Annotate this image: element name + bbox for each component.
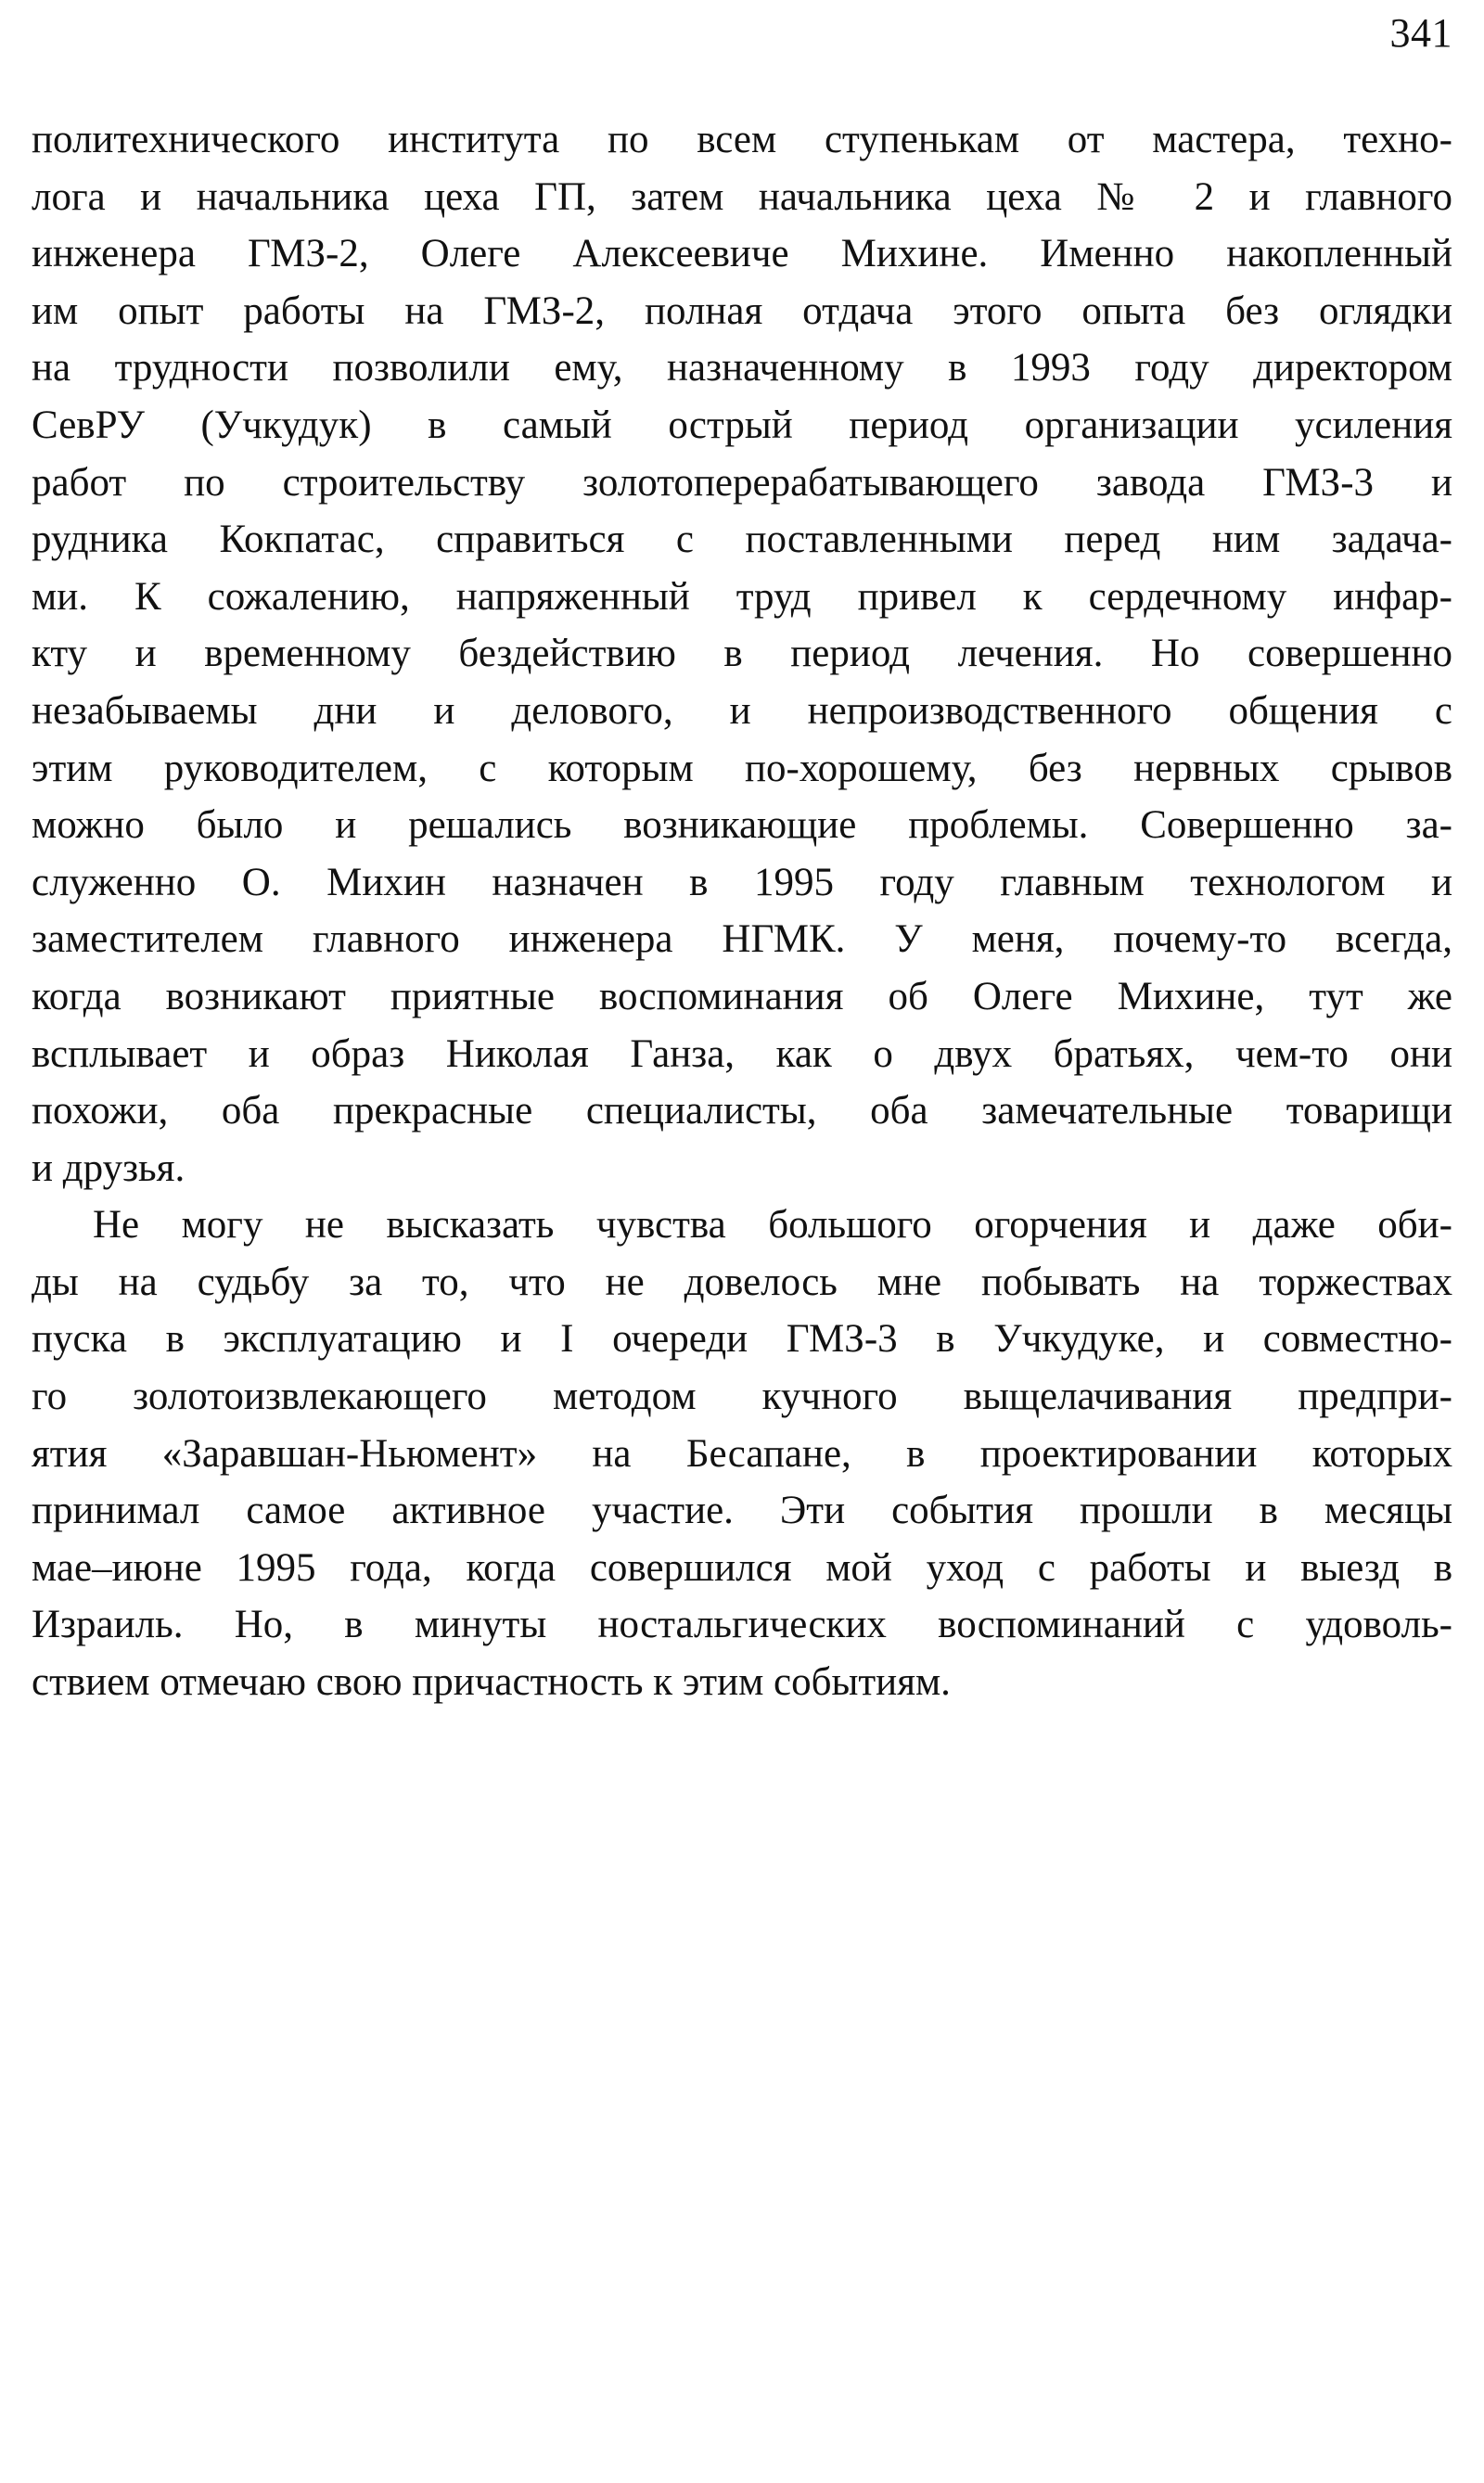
text-line: служенно О. Михин назначен в 1995 году главным технологом и (32, 860, 1452, 904)
text-line: похожи, оба прекрасные специалисты, оба замечательные товарищи (32, 1089, 1452, 1133)
text-line: Израиль. Но, в минуты ностальгических воспоминаний с удоволь- (32, 1603, 1452, 1647)
text-line: можно было и решались возникающие проблемы. Совершенно за- (32, 803, 1452, 848)
text-line: рудника Кокпатас, справиться с поставленными перед ним задача- (32, 518, 1452, 562)
body-text (32, 111, 1452, 1711)
text-line: лога и начальника цеха ГП, затем начальника цеха № 2 и главного (32, 174, 1452, 219)
text-line: заместителем главного инженера НГМК. У меня, почему-то всегда, (32, 917, 1452, 962)
text-line: ствием отмечаю свою причастность к этим событиям. (32, 1660, 951, 1705)
text-line: ятия «Заравшан-Ньюмент» на Бесапане, в проектировании которых (32, 1431, 1452, 1476)
text-line: и друзья. (32, 1146, 186, 1190)
text-line: принимал самое активное участие. Эти события прошли в месяцы (32, 1489, 1452, 1533)
paragraph-2 (32, 1197, 1452, 1710)
paragraph-1 (32, 111, 1452, 1197)
text-line: ми. К сожалению, напряженный труд привел к сердечному инфар- (32, 574, 1452, 619)
text-line: на трудности позволили ему, назначенному в 1993 году директором (32, 346, 1452, 390)
text-line: мае–июне 1995 года, когда совершился мой уход с работы и выезд в (32, 1545, 1452, 1590)
page-number: 341 (1389, 10, 1452, 56)
text-line: когда возникают приятные воспоминания об Олеге Михине, тут же (32, 974, 1452, 1018)
text-line: политехнического института по всем ступенькам от мастера, техно- (32, 118, 1452, 161)
text-line: этим руководителем, с которым по-хорошему, без нервных срывов (32, 746, 1452, 790)
text-line: всплывает и образ Николая Ганза, как о двух братьях, чем-то они (32, 1031, 1452, 1076)
text-line: пуска в эксплуатацию и I очереди ГМЗ-3 в Учкудуке, и совместно- (32, 1317, 1452, 1362)
text-line: инженера ГМЗ-2, Олеге Алексеевиче Михине. Именно накопленный (32, 232, 1452, 276)
text-line: работ по строительству золотоперерабатывающего завода ГМЗ-3 и (32, 460, 1452, 505)
text-line: СевРУ (Учкудук) в самый острый период организации усиления (32, 403, 1452, 447)
text-line: им опыт работы на ГМЗ-2, полная отдача этого опыта без оглядки (32, 288, 1452, 333)
text-line: Не могу не высказать чувства большого огорчения и даже оби- (93, 1203, 1452, 1248)
text-line: го золотоизвлекающего методом кучного выщелачивания предпри- (32, 1375, 1452, 1419)
text-line: незабываемы дни и делового, и непроизводственного общения с (32, 688, 1452, 733)
text-line: кту и временному бездействию в период лечения. Но совершенно (32, 632, 1452, 676)
text-line: ды на судьбу за то, что не довелось мне побывать на торжествах (32, 1260, 1452, 1304)
